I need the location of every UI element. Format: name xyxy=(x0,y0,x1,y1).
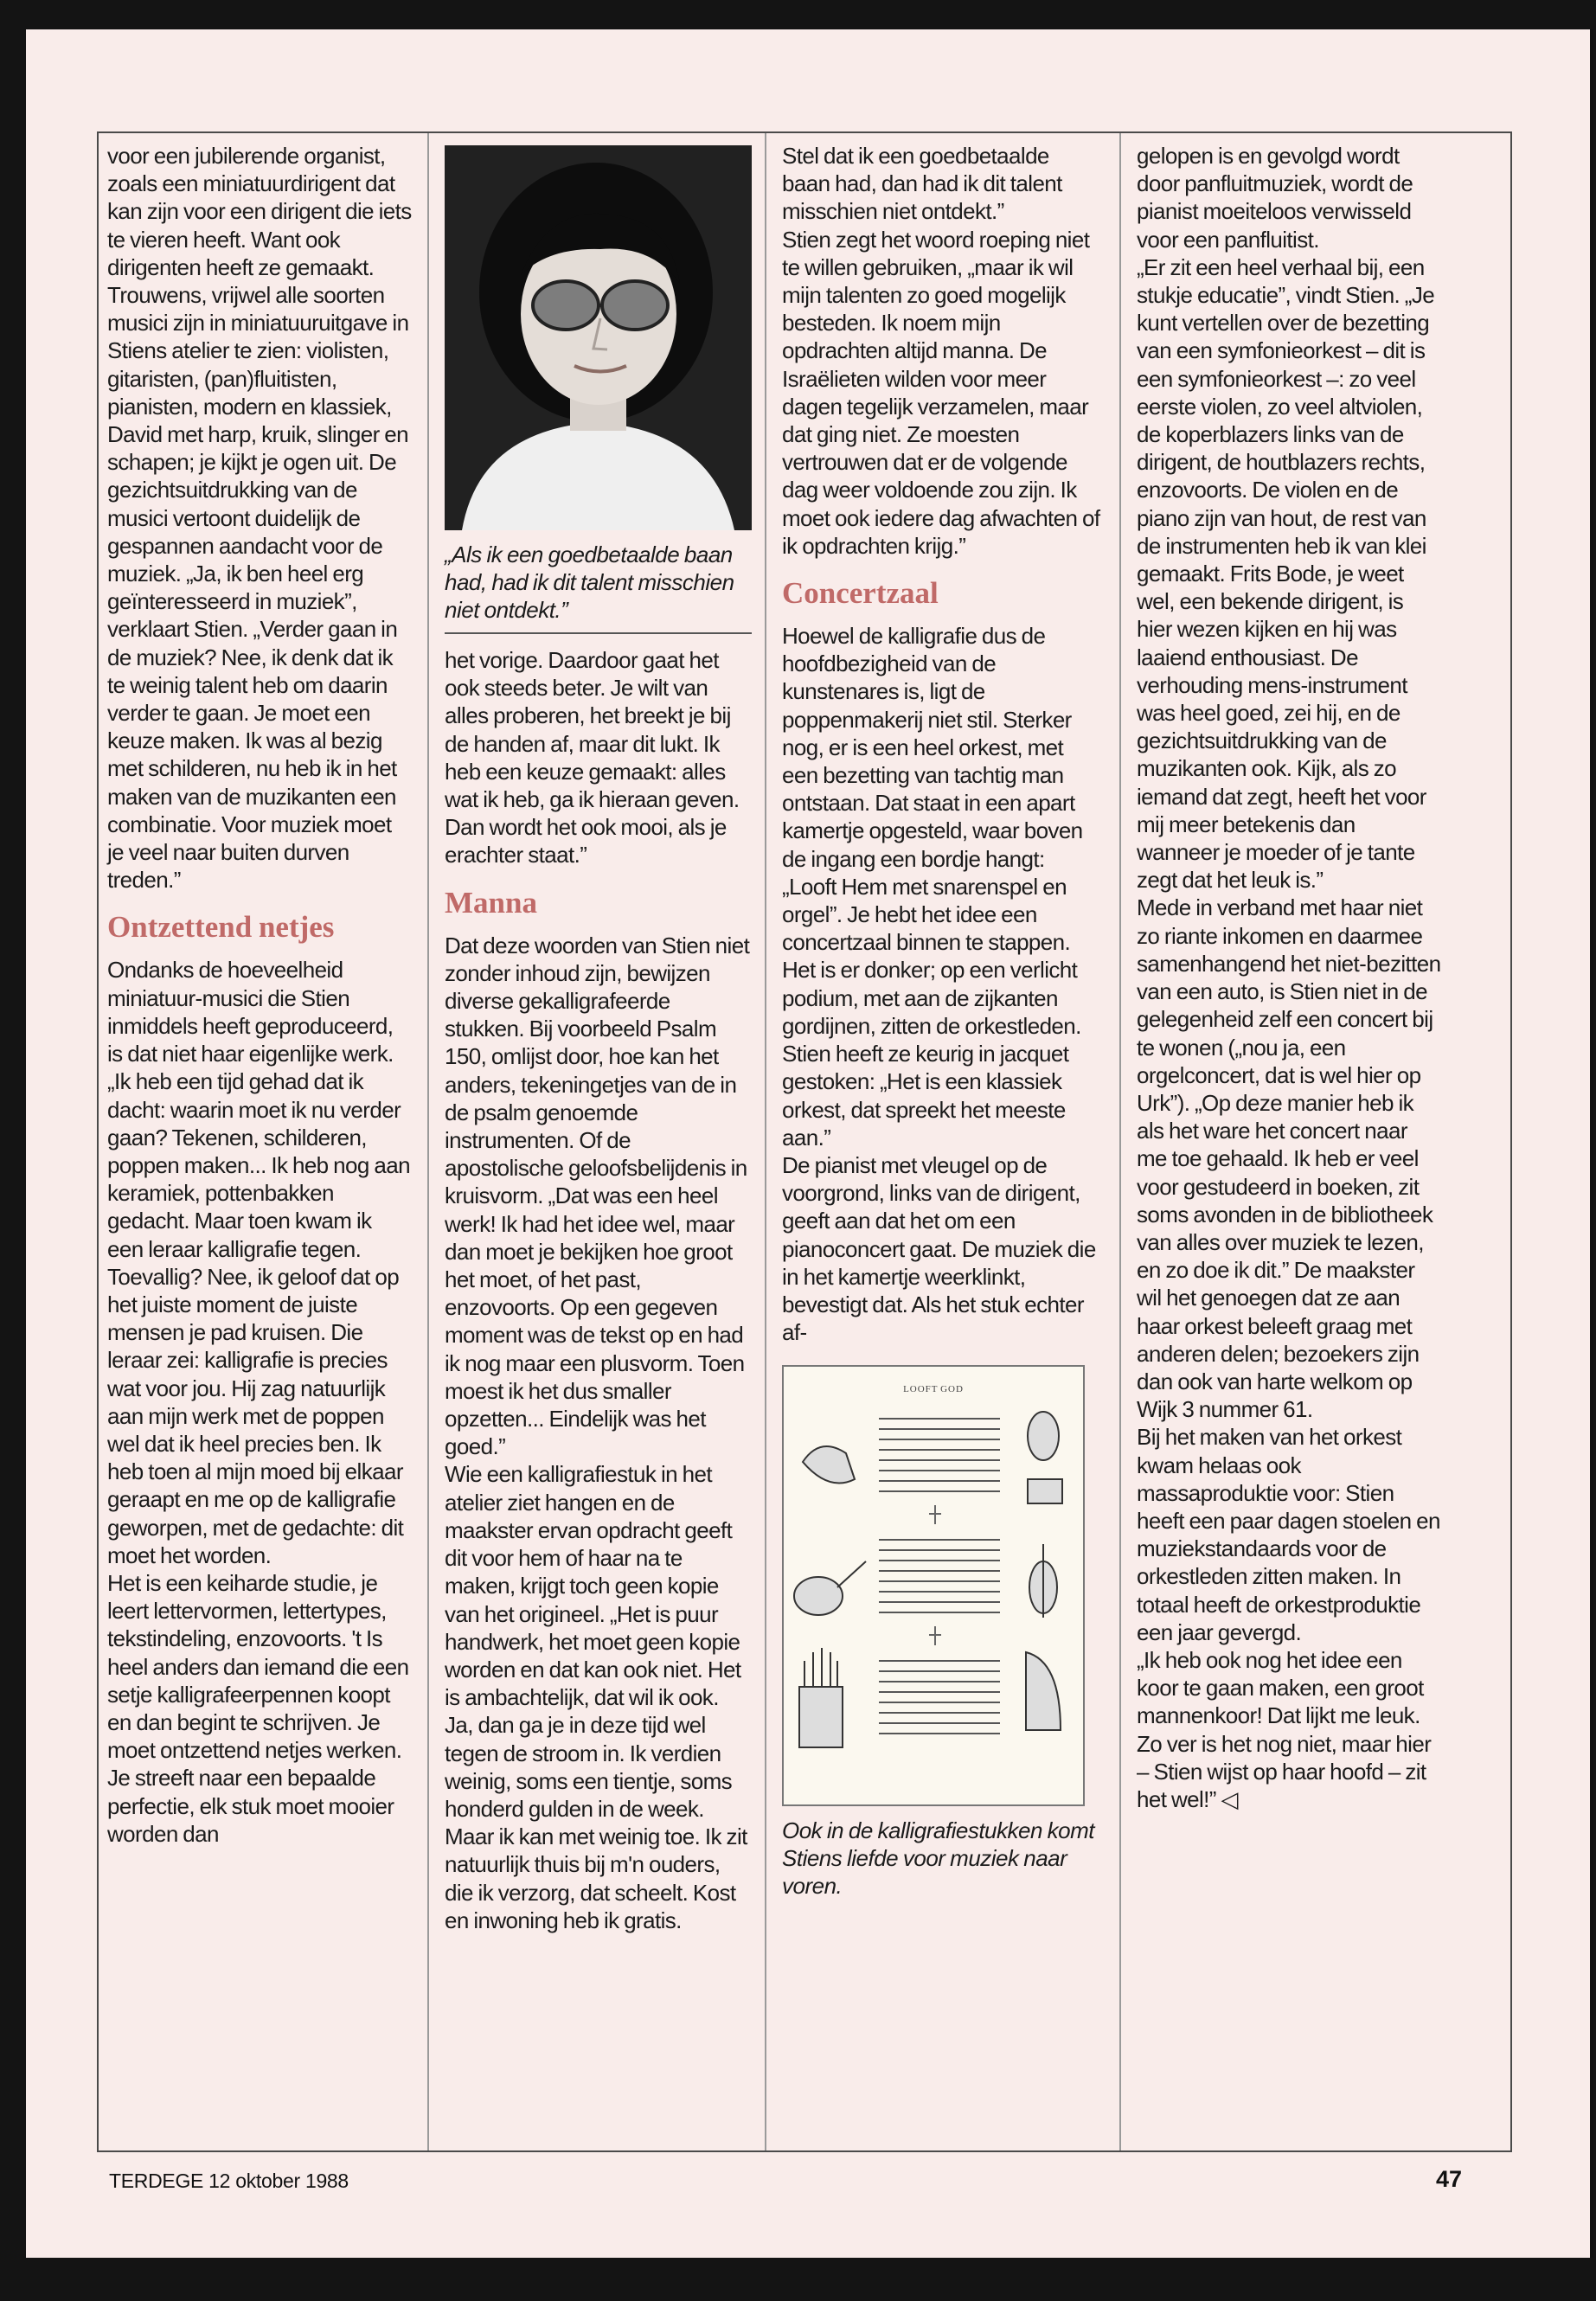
column-2 xyxy=(445,142,752,1934)
paragraph: Bij het maken van het orkest kwam helaas ook massaproduktie voor: Stien heeft een paar dagen stoelen en muziekstandaards voor de orkestleden zitten maken. In totaal heeft de orkestproduktie een jaar gevergd. xyxy=(1137,1424,1440,1645)
article-frame xyxy=(97,131,1512,2152)
photo-caption: „Als ik een goedbetaalde baan had, had ik dit talent misschien niet ontdekt.” xyxy=(445,541,752,634)
section-heading-ontzettend-netjes: Ontzettend netjes xyxy=(107,910,335,945)
paragraph: Ondanks de hoeveelheid miniatuur-musici die Stien inmiddels heeft geproduceerd, is dat niet haar eigenlijke werk. „Ik heb een tijd gehad dat ik dacht: waarin moet ik nu verder gaan? Tekenen, schilderen, poppen maken... Ik heb nog aan keramiek, pottenbakken gedacht. Maar toen kwam ik een leraar kalligrafie tegen. Toevallig? Nee, ik geloof dat op het juiste moment de juiste mensen je pad kruisen. Die leraar zei: kalligrafie is precies wat voor jou. Hij zag natuurlijk aan mijn werk met de poppen wel dat ik heel precies ben. Ik heb toen al mijn moed bij elkaar geraapt en me op de kalligrafie geworpen, met de gedachte: dit moet het worden. xyxy=(107,957,410,1568)
calligraphy-caption: Ook in de kalligrafiestukken komt Stiens liefde voor muziek naar voren. xyxy=(782,1817,1095,1900)
paragraph: Dat deze woorden van Stien niet zonder inhoud zijn, bewijzen diverse gekalligrafeerde stukken. Bij voorbeeld Psalm 150, omlijst door, hoe kan het anders, tekeningetjes van de in de psalm genoemde instrumenten. Of de apostolische geloofsbelijdenis in kruisvorm. „Dat was een heel werk! Ik had het idee wel, maar dan moet je bekijken hoe groot het moet, of het past, enzovoorts. Op een gegeven moment was de tekst op en had ik nog maar een plusvorm. Toen moest ik het dus smaller opzetten... Eindelijk was het goed.” xyxy=(445,932,750,1460)
paragraph: Het is een keiharde studie, je leert lettervormen, lettertypes, tekstindeling, enzovoorts. 't Is heel anders dan iemand die een setje kalligrafeerpennen koopt en dan begint te schrijven. Je moet ontzettend netjes werken. Je streeft naar een bepaalde perfectie, elk stuk moet mooier worden dan xyxy=(107,1569,409,1847)
paragraph: Wie een kalligrafiestuk in het atelier ziet hangen en de maakster ervan opdracht geeft dit voor hem of haar na te maken, krijgt toch geen kopie van het origineel. „Het is puur handwerk, het moet geen kopie worden en dat kan ook niet. Het is ambachtelijk, dat wil ik ook. Ja, dan ga je in deze tijd wel tegen de stroom in. Ik verdien weinig, soms een tientje, soms honderd gulden in de week. Maar ik kan met weinig toe. Ik zit natuurlijk thuis bij m'n ouders, die ik verzorg, dat scheelt. Kost en inwoning heb ik gratis. xyxy=(445,1461,747,1933)
column-divider xyxy=(427,133,429,2150)
paragraph: De pianist met vleugel op de voorgrond, links van de dirigent, geeft aan dat het om een pianoconcert gaat. De muziek die in het kamertje weerklinkt, bevestigt dat. Als het stuk echter af- xyxy=(782,1151,1096,1346)
paragraph: Stel dat ik een goedbetaalde baan had, dan had ik dit talent misschien niet ontdekt.” xyxy=(782,143,1062,225)
calligraphy-illustration xyxy=(784,1367,1086,1808)
paragraph: „Er zit een heel verhaal bij, een stukje educatie”, vindt Stien. „Je kunt vertellen over de bezetting van een symfonieorkest – dit is een symfonieorkest –: zo veel eerste violen, zo veel altviolen, de koperblazers links van de dirigent, de houtblazers rechts, enzovoorts. De violen en de piano zijn van hout, de rest van de instrumenten heb ik van klei gemaakt. Frits Bode, je weet wel, een bekende dirigent, is hier wezen kijken en hij was laaiend enthousiast. De verhouding mens-instrument was heel goed, zei hij, en de gezichtsuitdrukking van de muzikanten ook. Kijk, als zo iemand dat zegt, heeft het voor mij meer betekenis dan wanneer je moeder of je tante zegt dat het leuk is.” xyxy=(1137,253,1435,894)
column-divider xyxy=(1119,133,1121,2150)
paragraph: gelopen is en gevolgd wordt door panfluitmuziek, wordt de pianist moeiteloos verwisseld voor een panfluitist. xyxy=(1137,143,1413,253)
portrait-illustration xyxy=(445,145,752,530)
paragraph: het vorige. Daardoor gaat het ook steeds beter. Je wilt van alles proberen, het breekt je bij de handen af, maar dit lukt. Ik heb een keuze gemaakt: alles wat ik heb, ga ik hieraan geven. Dan wordt het ook mooi, als je erachter staat.” xyxy=(445,647,740,868)
paragraph: Mede in verband met haar niet zo riante inkomen en daarmee samenhangend het niet-bezitten van een auto, is Stien niet in de gelegenheid zelf een concert bij te wonen („nou ja, een orgelconcert, dat is wel hier op Urk”). „Op deze manier heb ik als het ware het concert naar me toe gehaald. Ik heb er veel voor gestudeerd in boeken, zit soms avonden in de bibliotheek van alles over muziek te lezen, en zo doe ik dit.” De maakster wil het genoegen dat ze aan haar orkest beleeft graag met anderen delen; bezoekers zijn dan ook van harte welkom op Wijk 3 nummer 61. xyxy=(1137,894,1441,1423)
section-heading-manna: Manna xyxy=(445,885,537,920)
magazine-page xyxy=(26,29,1593,2258)
paragraph: Hoewel de kalligrafie dus de hoofdbezigheid van de kunstenares is, ligt de poppenmakerij niet stil. Sterker nog, er is een heel orkest, met een bezetting van tachtig man ontstaan. Dat staat in een apart kamertje opgesteld, waar boven de ingang een bordje hangt: „Looft Hem met snarenspel en orgel”. Je hebt het idee een concertzaal binnen te stappen. Het is er donker; op een verlicht podium, met aan de zijkanten gordijnen, zitten de orkestleden. Stien heeft ze keurig in jacquet gestoken: „Het is een klassiek orkest, dat spreekt het meeste aan.” xyxy=(782,623,1083,1150)
paragraph: voor een jubilerende organist, zoals een miniatuurdirigent dat kan zijn voor een dirigent die iets te vieren heeft. Want ook dirigenten heeft ze gemaakt. Trouwens, vrijwel alle soorten musici zijn in miniatuuruitgave in Stiens atelier te zien: violisten, gitaristen, (pan)fluitisten, pianisten, modern en klassiek, David met harp, kruik, slinger en schapen; je kijkt je ogen uit. De gezichtsuitdrukking van de musici vertoont duidelijk de gespannen aandacht voor de muziek. „Ja, ik ben heel erg geïnteresseerd in muziek”, verklaart Stien. „Verder gaan in de muziek? Nee, ik denk dat ik te weinig talent heb om daarin verder te gaan. Je moet een keuze maken. Ik was al bezig met schilderen, nu heb ik in het maken van de muzikanten een combinatie. Voor muziek moet je veel naar buiten durven treden.” xyxy=(107,143,412,894)
portrait-photo xyxy=(445,145,752,530)
section-heading-concertzaal: Concertzaal xyxy=(782,576,939,611)
paragraph: „Ik heb ook nog het idee een koor te gaan maken, een groot mannenkoor! Dat lijkt me leuk. Zo ver is het nog niet, maar hier – Stien wijst op haar hoofd – zit het wel!” ◁ xyxy=(1137,1646,1432,1812)
publication-footer: TERDEGE 12 oktober 1988 xyxy=(109,2170,349,2192)
calligraphy-artwork xyxy=(782,1365,1085,1806)
column-4 xyxy=(1137,142,1441,1813)
column-divider xyxy=(765,133,766,2150)
page-number: 47 xyxy=(1435,2166,1462,2192)
column-1 xyxy=(107,142,412,1848)
page-edge-rule xyxy=(1590,29,1593,2258)
calligraphy-title: LOOFT GOD xyxy=(903,1384,964,1395)
paragraph: Stien zegt het woord roeping niet te willen gebruiken, „maar ik wil mijn talenten zo goed mogelijk besteden. Ik noem mijn opdrachten altijd manna. De Israëlieten wilden voor meer dagen tegelijk verzamelen, maar dat ging niet. Ze moesten vertrouwen dat er de volgende dag weer voldoende zou zijn. Ik moet ook iedere dag afwachten of ik opdrachten krijg.” xyxy=(782,226,1100,559)
column-3 xyxy=(782,142,1100,1900)
